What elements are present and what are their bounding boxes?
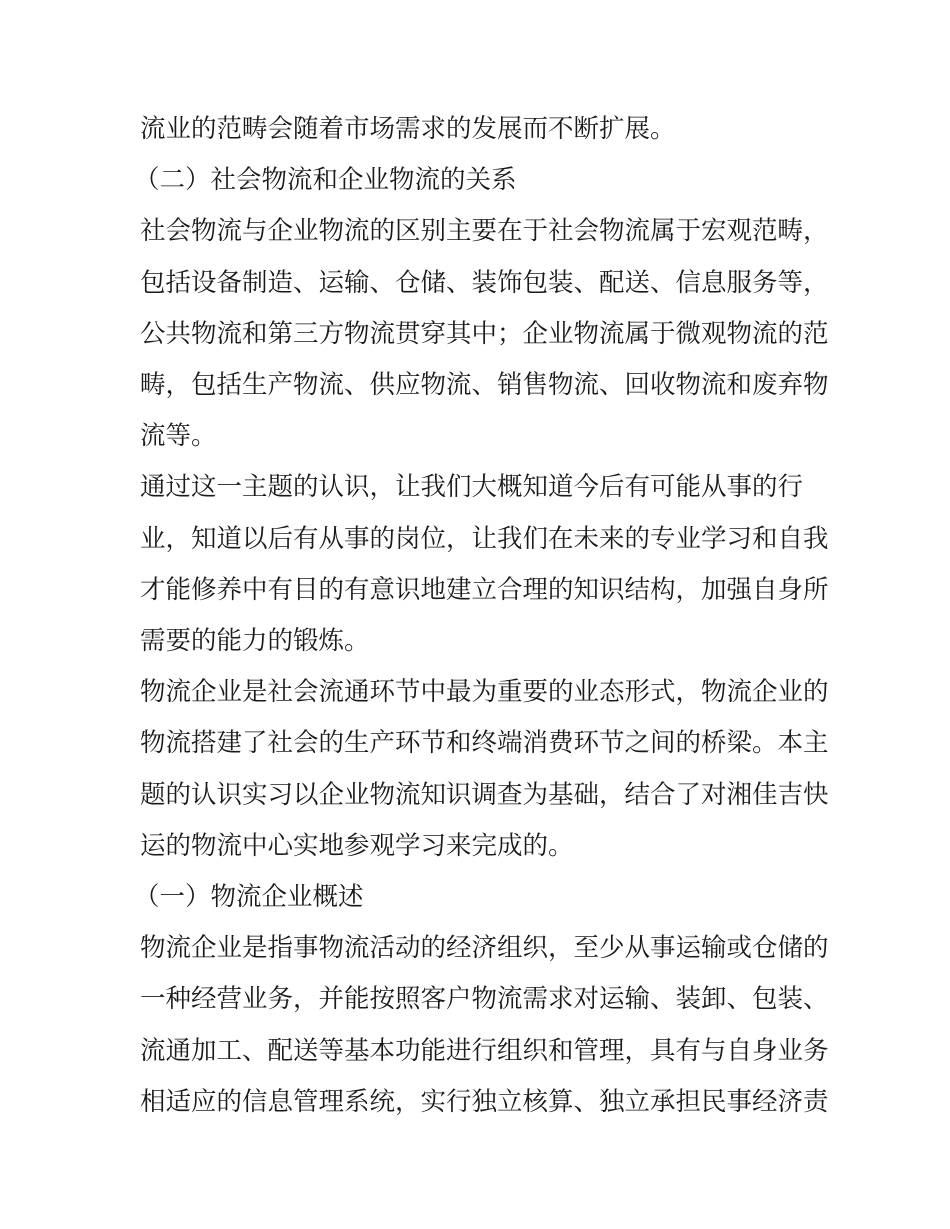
paragraph-logistics-enterprise-role: 物流企业是社会流通环节中最为重要的业态形式，物流企业的物流搭建了社会的生产环节和终端消费环节之间的桥梁。本主题的认识实习以企业物流知识调查为基础，结合了对湘佳吉快运的物流中心实地参观学习来完成的。 bbox=[140, 677, 829, 861]
document-body bbox=[134, 104, 830, 1128]
paragraph-continuation: 流业的范畴会随着市场需求的发展而不断扩展。 bbox=[140, 114, 676, 144]
paragraph-theme-understanding: 通过这一主题的认识，让我们大概知道今后有可能从事的行业，知道以后有从事的岗位，让我们在未来的专业学习和自我才能修养中有目的有意识地建立合理的知识结构，加强自身所需要的能力的锻炼。 bbox=[140, 472, 829, 657]
section-heading-social-vs-enterprise-logistics: （二）社会物流和企业物流的关系 bbox=[134, 165, 517, 196]
paragraph-enterprise-definition: 物流企业是指事物流活动的经济组织，至少从事运输或仓储的一种经营业务，并能按照客户物流需求对运输、装卸、包装、流通加工、配送等基本功能进行组织和管理，具有与自身业务相适应的信息管理系统，实行独立核算、独立承担民事经济责 bbox=[140, 933, 829, 1117]
section-heading-enterprise-overview: （一）物流企业概述 bbox=[134, 882, 364, 913]
paragraph-logistics-difference: 社会物流与企业物流的区别主要在于社会物流属于宏观范畴，包括设备制造、运输、仓储、装饰包装、配送、信息服务等，公共物流和第三方物流贯穿其中；企业物流属于微观物流的范畴，包括生产物流、供应物流、销售物流、回收物流和废弃物流等。 bbox=[140, 216, 829, 452]
